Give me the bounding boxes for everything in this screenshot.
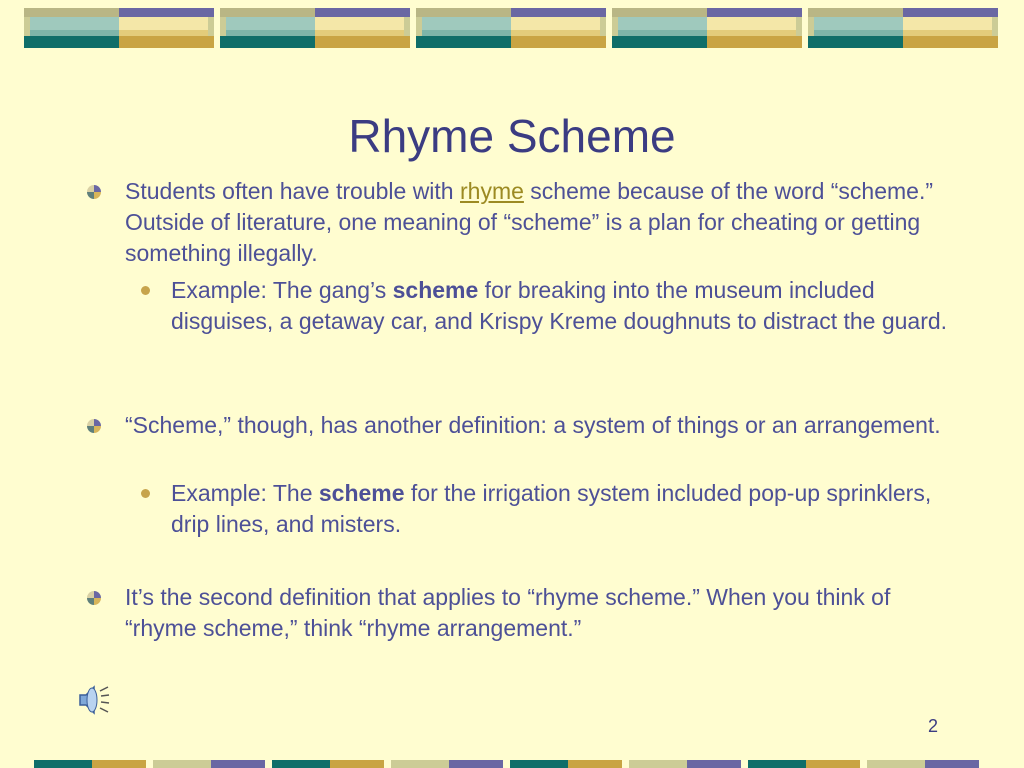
sub-bullet-item: Example: The scheme for the irrigation system included pop-up sprinklers, drip lines, and misters. [171, 478, 961, 540]
decor-segment [568, 760, 622, 768]
top-decorative-band [0, 8, 1024, 48]
bullet-icon [87, 591, 101, 605]
bullet-item: Students often have trouble with rhyme scheme because of the word “scheme.” Outside of literature, one meaning of “scheme” is a plan for cheating or getting something illegally. [125, 176, 955, 269]
decor-segment [330, 760, 384, 768]
decor-tile [612, 8, 802, 48]
bullet-item: “Scheme,” though, has another definition: a system of things or an arrangement. [125, 410, 955, 441]
sub-bullet-icon [141, 489, 150, 498]
decor-segment [806, 760, 860, 768]
decor-segment [748, 760, 806, 768]
decor-segment [391, 760, 449, 768]
decor-segment [34, 760, 92, 768]
bullet-icon [87, 419, 101, 433]
bullet-item: It’s the second definition that applies to “rhyme scheme.” When you think of “rhyme scheme,” think “rhyme arrangement.” [125, 582, 955, 644]
bullet-icon [87, 185, 101, 199]
decor-segment [449, 760, 503, 768]
sub-bullet-item: Example: The gang’s scheme for breaking into the museum included disguises, a getaway car, and Krispy Kreme doughnuts to distract the guard. [171, 275, 961, 337]
decor-segment [867, 760, 925, 768]
decor-tile [808, 8, 998, 48]
decor-segment [687, 760, 741, 768]
page-number: 2 [927, 716, 938, 736]
decor-segment [510, 760, 568, 768]
decor-tile [220, 8, 410, 48]
decor-segment [272, 760, 330, 768]
rhyme-link[interactable]: rhyme [460, 178, 524, 204]
decor-segment [925, 760, 979, 768]
decor-segment [153, 760, 211, 768]
decor-segment [211, 760, 265, 768]
decor-segment [92, 760, 146, 768]
bottom-decorative-band [0, 760, 1024, 768]
sub-bullet-icon [141, 286, 150, 295]
speaker-icon[interactable] [76, 683, 112, 717]
slide-title: Rhyme Scheme [348, 110, 676, 162]
decor-tile [416, 8, 606, 48]
decor-tile [24, 8, 214, 48]
decor-segment [629, 760, 687, 768]
